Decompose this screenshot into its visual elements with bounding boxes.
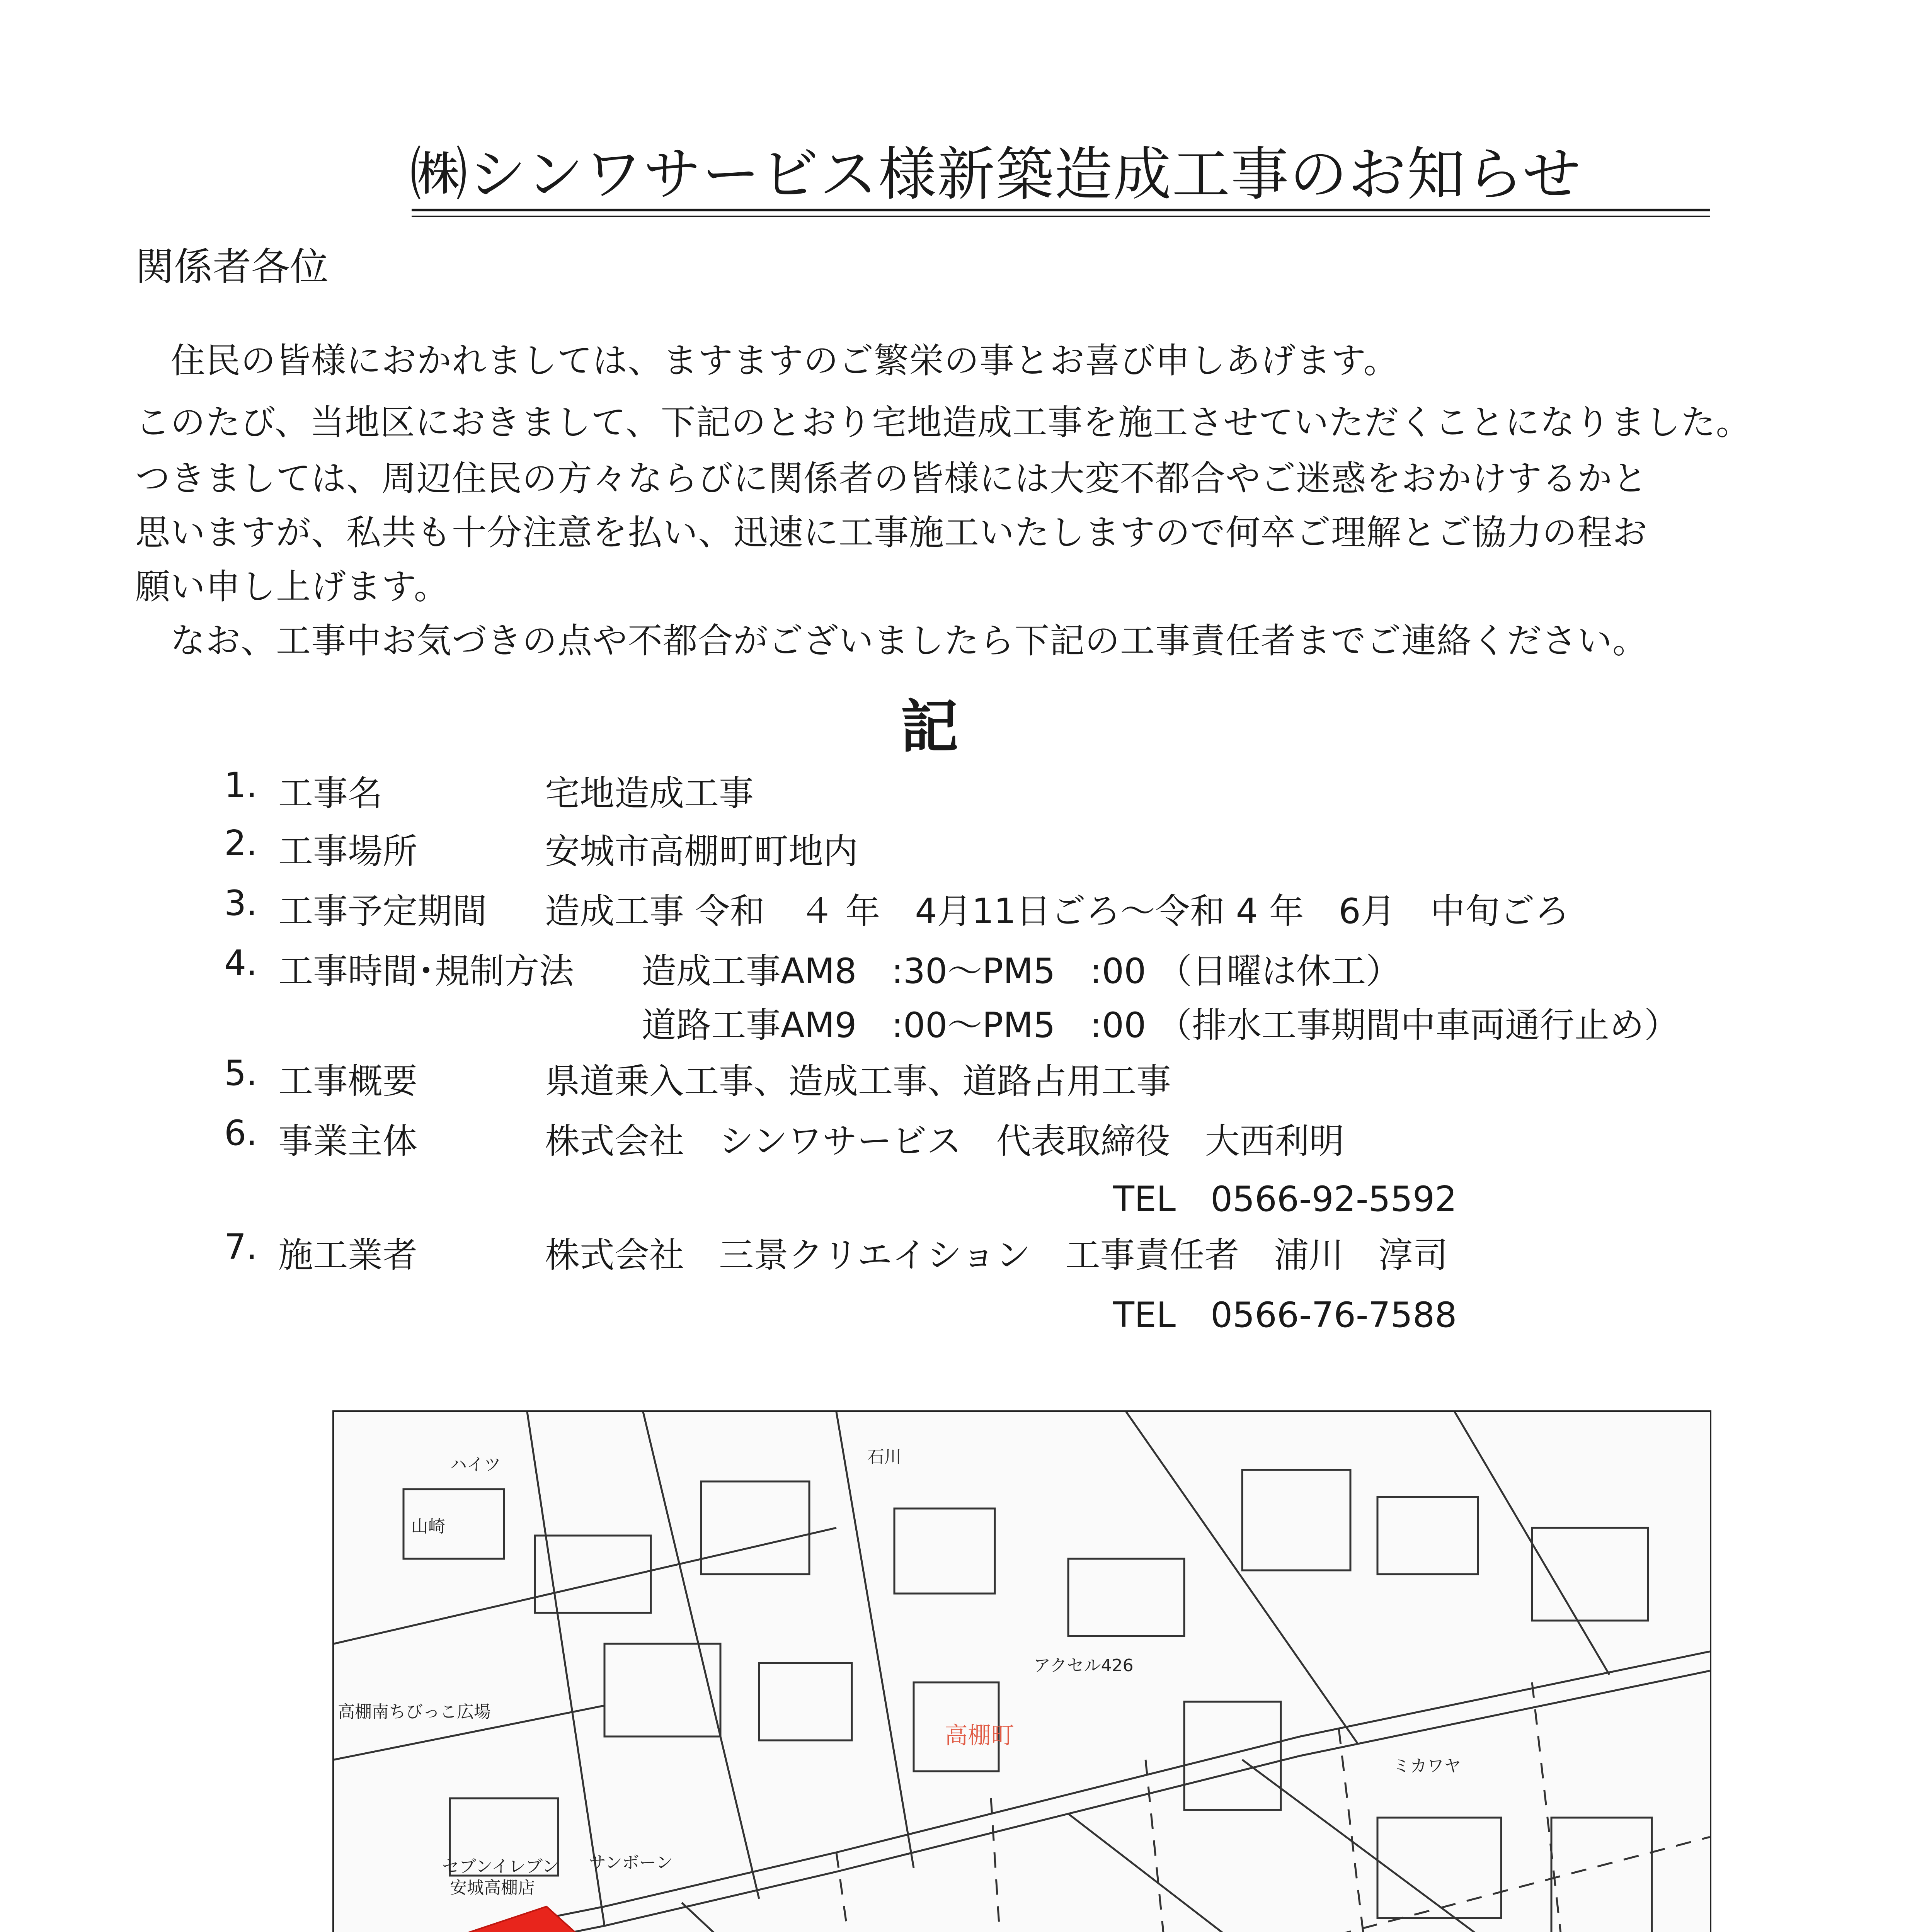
item-label: 施工業者 <box>278 1235 417 1276</box>
item-value: 宅地造成工事 <box>545 773 754 814</box>
body-line: 思いますが、私共も十分注意を払い、迅速に工事施工いたしますので何卒ご理解とご協力の程お <box>135 512 1648 553</box>
item-label: 工事予定期間 <box>278 891 487 932</box>
body-line: このたび、当地区におきまして、下記のとおり宅地造成工事を施工させていただくことになりました。 <box>135 402 1751 443</box>
construction-site <box>454 1906 585 1932</box>
item-tel: TEL 0566-76-7588 <box>1113 1295 1457 1335</box>
landmark-seven-2: 安城高棚店 <box>450 1878 535 1898</box>
item-label: 工事場所 <box>278 831 417 872</box>
item-number: 1. <box>224 765 257 806</box>
item-label: 工事概要 <box>278 1061 417 1102</box>
landmark-playground: 高棚南ちびっこ広場 <box>338 1702 491 1722</box>
addressee: 関係者各位 <box>135 244 329 289</box>
item-value: 安城市高棚町町地内 <box>545 831 858 872</box>
item-value: 株式会社 三景クリエイション 工事責任者 浦川 淳司 <box>545 1235 1448 1276</box>
title-underline-2 <box>412 216 1710 217</box>
item-number: 4. <box>224 943 257 983</box>
body-line: 住民の皆様におかれましては、ますますのご繁栄の事とお喜び申しあげます。 <box>135 340 1399 381</box>
landmark-axel: アクセル426 <box>1033 1656 1134 1675</box>
landmark-heights: ハイツ <box>450 1455 501 1475</box>
area-label-takatana: 高棚町 <box>945 1722 1014 1749</box>
landmark-yamazaki: 山崎 <box>411 1517 445 1536</box>
landmark-seven: セブンイレブン <box>442 1857 559 1876</box>
item-label: 工事時間･規制方法 <box>278 951 574 992</box>
item-value: 造成工事AM8 :30～PM5 :00 （日曜は休工） <box>642 951 1401 992</box>
site-map <box>332 1410 1711 1932</box>
item-number: 3. <box>224 883 257 923</box>
ki-heading: 記 <box>901 694 959 761</box>
landmark-cafe: ミカワヤ <box>1393 1756 1461 1776</box>
body-line: つきましては、周辺住民の方々ならびに関係者の皆様には大変不都合やご迷惑をおかけするかと <box>135 458 1648 499</box>
landmark-sunbo: サンボーン <box>589 1853 673 1872</box>
notice-title: ㈱シンワサービス様新築造成工事のお知らせ <box>410 141 1582 208</box>
item-number: 5. <box>224 1053 257 1094</box>
landmark-ishikawa: 石川 <box>867 1447 901 1467</box>
item-number: 6. <box>224 1113 257 1153</box>
item-value: 県道乗入工事、造成工事、道路占用工事 <box>545 1061 1171 1102</box>
item-number: 2. <box>224 823 257 864</box>
item-value-2: 道路工事AM9 :00～PM5 :00 （排水工事期間中車両通行止め） <box>642 1005 1679 1046</box>
item-label: 工事名 <box>278 773 383 814</box>
item-value: 造成工事 令和 ４ 年 4月11日ごろ～令和 4 年 6月 中旬ごろ <box>545 891 1570 932</box>
body-line: 願い申し上げます。 <box>135 566 449 607</box>
item-number: 7. <box>224 1227 257 1267</box>
title-underline <box>412 209 1710 211</box>
item-label: 事業主体 <box>278 1121 417 1162</box>
body-line: なお、工事中お気づきの点や不都合がございましたら下記の工事責任者までご連絡ください。 <box>135 621 1648 661</box>
item-value: 株式会社 シンワサービス 代表取締役 大西利明 <box>545 1121 1344 1162</box>
item-tel: TEL 0566-92-5592 <box>1113 1179 1457 1219</box>
